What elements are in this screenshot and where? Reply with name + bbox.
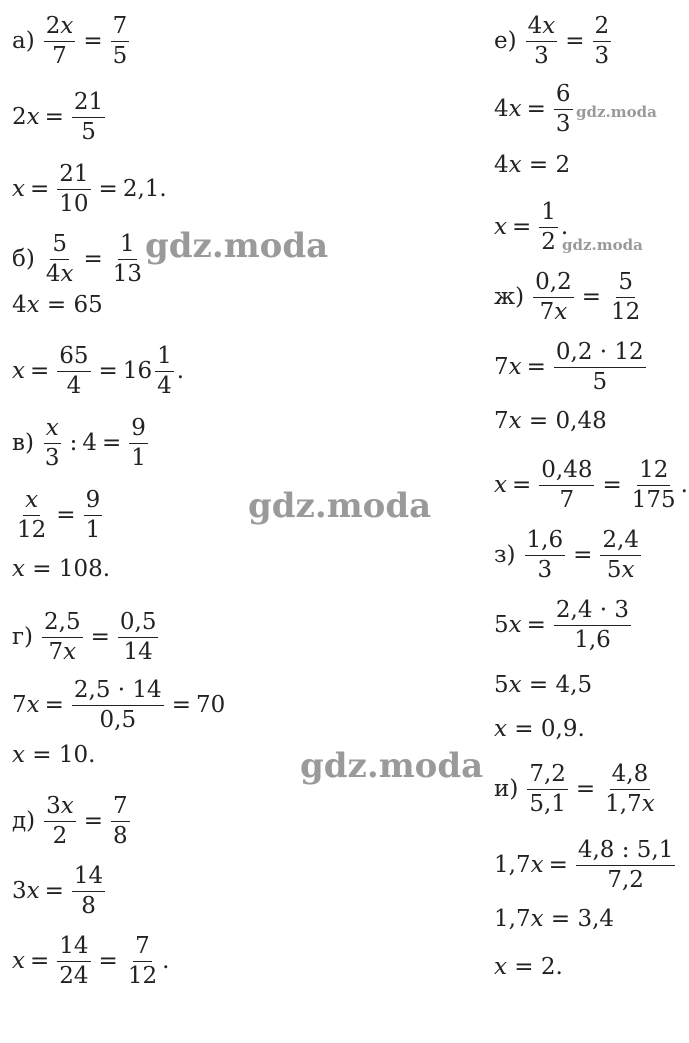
equation-line: [494, 954, 563, 980]
math-text: 70: [195, 692, 226, 719]
operator: :: [69, 430, 78, 457]
equation-line: [494, 152, 570, 178]
fraction: $\frac{x}{3}$: [44, 415, 60, 471]
fraction: $\frac{2,5}{7x}$: [44, 609, 81, 665]
fraction: $\frac{65}{4}$: [59, 343, 89, 399]
fraction: $\frac{2}{3}$: [594, 13, 610, 69]
operator: =: [548, 852, 568, 879]
math-text: x = 108.: [12, 556, 111, 582]
fraction: $\frac{1}{4}$: [157, 343, 172, 399]
equation-line: [12, 676, 225, 735]
watermark: gdz.moda: [248, 486, 432, 526]
equation-line: [494, 760, 660, 819]
exercise-label: ж): [494, 284, 525, 311]
math-text: .: [560, 214, 569, 241]
watermark: gdz.moda: [145, 226, 329, 266]
math-text: 5x: [494, 612, 522, 639]
operator: =: [44, 104, 64, 131]
operator: =: [526, 96, 546, 123]
equation-line: [12, 12, 132, 71]
exercise-label: е): [494, 28, 517, 55]
fraction: $\frac{0,2}{7x}$: [535, 269, 572, 325]
fraction: $\frac{2x}{7}$: [45, 13, 74, 69]
equation-line: [494, 456, 688, 515]
fraction: $\frac{4,8 : 5,1}{7,2}$: [577, 837, 674, 893]
equation-line: [494, 338, 649, 397]
math-text: x: [494, 214, 507, 241]
equation-line: [12, 292, 103, 318]
operator: =: [98, 176, 118, 203]
fraction: $\frac{1,6}{3}$: [526, 527, 564, 583]
operator: =: [29, 176, 50, 203]
math-text: 3x: [12, 878, 40, 905]
operator: =: [29, 948, 50, 975]
equation-line: [12, 556, 110, 582]
math-text: x: [494, 472, 507, 499]
equation-line: [12, 160, 167, 219]
operator: =: [575, 776, 596, 803]
operator: =: [83, 28, 103, 55]
fraction: $\frac{2,5 \cdot 14}{0,5}$: [73, 677, 162, 733]
equation-line: [12, 742, 95, 768]
equation-line: [12, 414, 151, 473]
equation-line: [12, 862, 108, 921]
fraction: $\frac{9}{1}$: [85, 487, 101, 543]
fraction: $\frac{5}{4x}$: [45, 231, 74, 287]
operator: =: [565, 28, 585, 55]
operator: =: [581, 284, 601, 311]
fraction: $\frac{12}{175}$: [631, 457, 676, 513]
operator: =: [98, 948, 118, 975]
math-text: 7x: [12, 692, 40, 719]
fraction: $\frac{4x}{3}$: [527, 13, 556, 69]
operator: =: [526, 612, 546, 639]
equation-line: [494, 268, 645, 327]
math-text: .: [176, 358, 185, 385]
math-text: x: [12, 948, 25, 975]
fraction: $\frac{21}{10}$: [59, 161, 89, 217]
equation-line: [12, 342, 184, 401]
fraction: $\frac{7,2}{5,1}$: [529, 761, 566, 817]
operator: =: [56, 502, 76, 529]
equation-line: [12, 608, 161, 667]
fraction: $\frac{2,4 \cdot 3}{1,6}$: [555, 597, 630, 653]
equation-line: [494, 408, 607, 434]
exercise-label: в): [12, 430, 34, 457]
math-text: 7x: [494, 354, 522, 381]
fraction: $\frac{7}{5}$: [112, 13, 128, 69]
equation-line: [494, 716, 585, 742]
watermark: gdz.moda: [576, 103, 657, 121]
math-text: 4x: [494, 96, 522, 123]
math-text: 1,7x = 3,4: [494, 906, 615, 932]
operator: =: [98, 358, 118, 385]
fraction: $\frac{1}{2}$: [541, 199, 556, 255]
fraction: $\frac{0,2 \cdot 12}{5}$: [555, 339, 644, 395]
exercise-label: з): [494, 542, 516, 569]
math-text: x = 0,9.: [494, 716, 585, 742]
exercise-label: и): [494, 776, 519, 803]
equation-line: [494, 526, 644, 585]
fraction: $\frac{3x}{2}$: [46, 793, 74, 849]
math-text: .: [162, 948, 170, 975]
exercise-label: а): [12, 28, 35, 55]
fraction: $\frac{x}{12}$: [17, 487, 47, 543]
operator: =: [44, 692, 64, 719]
fraction: $\frac{4,8}{1,7x}$: [605, 761, 655, 817]
equation-line: [12, 932, 169, 991]
math-text: x = 2.: [494, 954, 563, 980]
fraction: $\frac{0,5}{14}$: [119, 609, 157, 665]
math-text: 4x = 2: [494, 152, 571, 178]
math-text: 16: [122, 358, 153, 385]
fraction: $\frac{9}{1}$: [131, 415, 146, 471]
operator: =: [171, 692, 191, 719]
operator: =: [602, 472, 622, 499]
fraction: $\frac{6}{3}$: [555, 81, 571, 137]
math-text: x = 10.: [12, 742, 96, 768]
math-text: x: [12, 176, 25, 203]
operator: =: [83, 246, 103, 273]
equation-line: [494, 836, 678, 895]
watermark: gdz.moda: [300, 746, 484, 786]
operator: =: [101, 430, 122, 457]
equation-line: [494, 596, 634, 655]
math-text: 2,1.: [122, 176, 167, 203]
watermark: gdz.moda: [562, 236, 643, 254]
exercise-label: г): [12, 624, 34, 651]
math-text: x: [12, 358, 25, 385]
operator: =: [44, 878, 64, 905]
operator: =: [90, 624, 110, 651]
equation-line: [494, 80, 576, 139]
equation-line: [12, 486, 105, 545]
fraction: $\frac{2,4}{5x}$: [602, 527, 639, 583]
operator: =: [573, 542, 593, 569]
fraction: $\frac{7}{8}$: [113, 793, 128, 849]
operator: =: [526, 354, 546, 381]
equation-line: [12, 88, 108, 147]
operator: =: [511, 472, 532, 499]
fraction: $\frac{1}{13}$: [112, 231, 143, 287]
math-text: 2x: [12, 104, 40, 131]
fraction: $\frac{7}{12}$: [127, 933, 158, 989]
exercise-label: д): [12, 808, 36, 835]
fraction: $\frac{14}{24}$: [59, 933, 89, 989]
equation-line: [494, 906, 614, 932]
math-text: 7x = 0,48: [494, 408, 607, 434]
math-text: 4x = 65: [12, 292, 103, 318]
exercise-label: б): [12, 246, 35, 273]
equation-line: [494, 12, 614, 71]
math-text: 4: [82, 430, 97, 457]
equation-line: [12, 230, 147, 289]
math-text: 5x = 4,5: [494, 672, 593, 698]
fraction: $\frac{21}{5}$: [73, 89, 104, 145]
equation-line: [12, 792, 133, 851]
math-text: 1,7x: [494, 852, 544, 879]
math-text: .: [680, 472, 688, 499]
equation-line: [494, 198, 568, 257]
fraction: $\frac{14}{8}$: [73, 863, 104, 919]
operator: =: [511, 214, 532, 241]
equation-line: [494, 672, 592, 698]
operator: =: [83, 808, 104, 835]
fraction: $\frac{0,48}{7}$: [541, 457, 593, 513]
operator: =: [29, 358, 50, 385]
fraction: $\frac{5}{12}$: [611, 269, 641, 325]
